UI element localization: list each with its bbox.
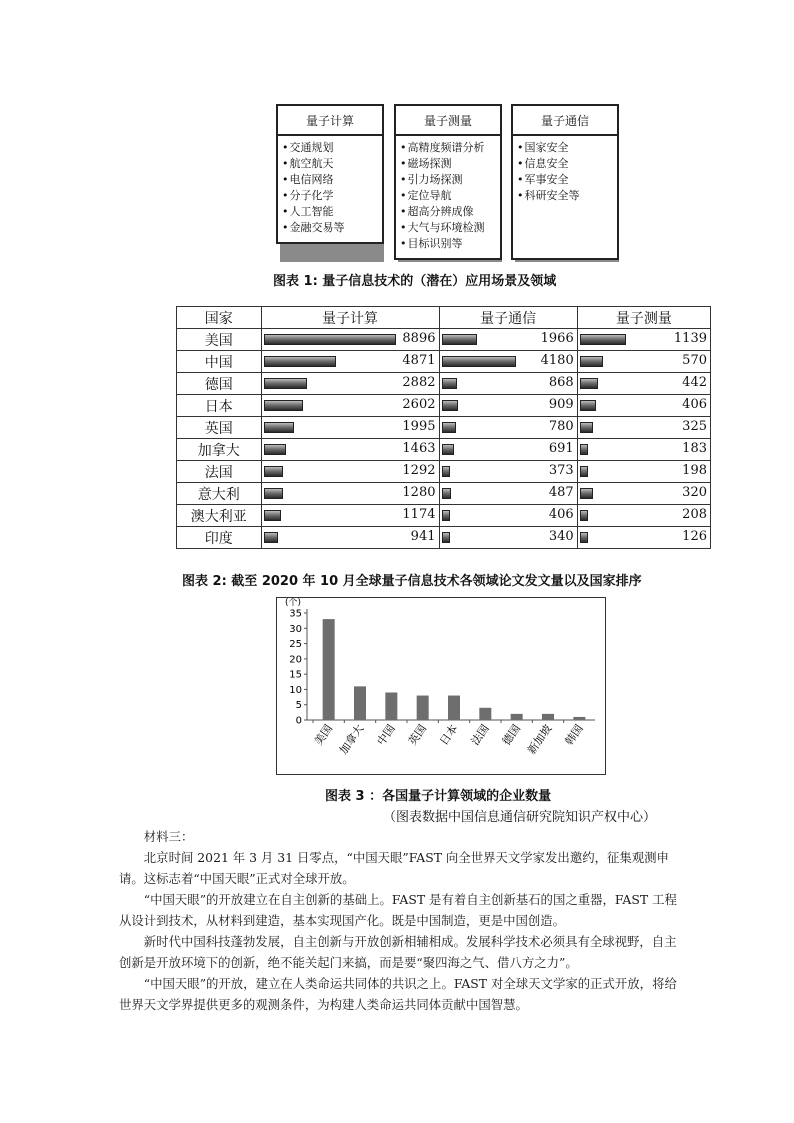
- value-label: 320: [682, 485, 707, 500]
- y-tick-label: 0: [295, 715, 302, 727]
- computing-cell: [261, 461, 439, 483]
- value-bar: [442, 422, 456, 433]
- list-item: • 高精度频谱分析: [400, 140, 500, 156]
- list-item: • 超高分辨成像: [400, 204, 500, 220]
- value-label: 442: [682, 375, 707, 390]
- figure2-caption: 图表 2: 截至 2020 年 10 月全球量子信息技术各领域论文发文量以及国家排序: [182, 574, 642, 589]
- list-item: • 金融交易等: [282, 220, 382, 236]
- table-row: [177, 505, 711, 527]
- category-label: 韩国: [562, 722, 586, 748]
- value-label: 691: [548, 441, 574, 456]
- category-label: 英国: [405, 722, 430, 748]
- list-item: • 大气与环境检测: [400, 220, 500, 236]
- header-measurement: 量子测量: [577, 307, 710, 329]
- bar: [511, 714, 523, 720]
- value-label: 1174: [402, 507, 436, 522]
- value-bar: [264, 400, 303, 411]
- measurement-cell: [577, 461, 710, 483]
- y-tick-label: 25: [289, 639, 302, 651]
- header-computing: 量子计算: [261, 307, 439, 329]
- value-bar: [264, 378, 307, 389]
- computing-cell: [261, 329, 439, 351]
- communication-cell: [439, 417, 577, 439]
- paragraph: 北京时间 2021 年 3 月 31 日零点，“中国天眼”FAST 向全世界天文学家发出邀约，征集观测申请。这标志着“中国天眼”正式对全球开放。: [119, 850, 669, 886]
- list-item: • 电信网络: [282, 172, 382, 188]
- communication-cell: [439, 373, 577, 395]
- value-label: 1280: [402, 485, 436, 500]
- communication-cell: [439, 395, 577, 417]
- value-bar: [580, 444, 588, 455]
- y-tick-label: 20: [289, 654, 302, 666]
- value-bar: [580, 532, 588, 543]
- value-label: 1995: [402, 419, 436, 434]
- header-country: 国家: [177, 307, 262, 329]
- value-bar: [264, 488, 283, 499]
- table-row: [177, 417, 711, 439]
- computing-cell: [261, 351, 439, 373]
- chart-canvas: [277, 598, 604, 773]
- list-item: • 人工智能: [282, 204, 382, 220]
- value-bar: [442, 510, 450, 521]
- country-cell: 澳大利亚: [177, 505, 262, 527]
- communication-cell: [439, 527, 577, 549]
- measurement-cell: [577, 395, 710, 417]
- category-label: 加拿大: [336, 722, 367, 757]
- list-item: • 分子化学: [282, 188, 382, 204]
- value-label: 340: [548, 529, 574, 544]
- communication-cell: [439, 505, 577, 527]
- bar: [479, 708, 491, 720]
- country-cell: 英国: [177, 417, 262, 439]
- value-bar: [442, 532, 450, 543]
- value-label: 1139: [673, 331, 707, 346]
- box-quantum-measurement: [394, 104, 502, 260]
- value-label: 2882: [402, 375, 436, 390]
- list-item: • 交通规划: [282, 140, 382, 156]
- bar: [385, 692, 397, 720]
- country-cell: 德国: [177, 373, 262, 395]
- value-bar: [442, 334, 477, 345]
- value-label: 373: [548, 463, 574, 478]
- y-tick-label: 30: [289, 623, 302, 635]
- value-bar: [580, 422, 593, 433]
- value-label: 1966: [540, 331, 574, 346]
- category-label: 中国: [374, 722, 398, 748]
- unit-label: (个): [285, 598, 302, 608]
- measurement-cell: [577, 483, 710, 505]
- table-row: [177, 461, 711, 483]
- country-cell: 日本: [177, 395, 262, 417]
- computing-cell: [261, 395, 439, 417]
- category-label: 日本: [437, 722, 461, 748]
- value-bar: [264, 422, 294, 433]
- value-label: 406: [548, 507, 574, 522]
- communication-cell: [439, 439, 577, 461]
- paragraph: “中国天眼”的开放建立在自主创新的基础上。FAST 是有着自主创新基石的国之重器，FAST 工程从设计到技术，从材料到建造，基本实现国产化。既是中国制造，更是中国创造。: [119, 892, 677, 928]
- category-label: 法国: [468, 722, 492, 748]
- bar: [323, 619, 335, 720]
- measurement-cell: [577, 373, 710, 395]
- communication-cell: [439, 351, 577, 373]
- value-bar: [264, 356, 336, 367]
- box-quantum-communication: [511, 104, 619, 260]
- value-bar: [442, 466, 450, 477]
- list-item: • 引力场探测: [400, 172, 500, 188]
- value-label: 183: [682, 441, 707, 456]
- value-label: 8896: [402, 331, 436, 346]
- value-label: 4871: [402, 353, 436, 368]
- bar: [417, 696, 429, 720]
- list-item: • 目标识别等: [400, 236, 500, 252]
- computing-cell: [261, 505, 439, 527]
- category-label: 新加坡: [524, 722, 555, 757]
- measurement-cell: [577, 417, 710, 439]
- value-bar: [442, 444, 454, 455]
- table-row: [177, 329, 711, 351]
- table-row: [177, 395, 711, 417]
- country-cell: 加拿大: [177, 439, 262, 461]
- value-bar: [580, 334, 626, 345]
- value-bar: [580, 466, 588, 477]
- box-title: 量子测量: [396, 106, 500, 136]
- value-label: 4180: [540, 353, 574, 368]
- value-bar: [264, 510, 281, 521]
- table-row: [177, 373, 711, 395]
- box-quantum-computing: [276, 104, 384, 244]
- table-body: [177, 329, 711, 549]
- y-tick-label: 5: [295, 700, 302, 712]
- measurement-cell: [577, 527, 710, 549]
- value-bar: [442, 488, 451, 499]
- table-row: [177, 351, 711, 373]
- table-header-row: [177, 307, 711, 329]
- header-communication: 量子通信: [439, 307, 577, 329]
- category-label: 德国: [499, 722, 524, 748]
- value-bar: [580, 378, 598, 389]
- value-label: 208: [682, 507, 707, 522]
- bar: [542, 714, 554, 720]
- bar: [354, 686, 366, 720]
- y-tick-label: 15: [289, 669, 302, 681]
- value-bar: [442, 356, 516, 367]
- paragraph: 新时代中国科技蓬勃发展，自主创新与开放创新相辅相成。发展科学技术必须具有全球视野，自主创新是开放环境下的创新，绝不能关起门来搞，而是要“聚四海之气、借八方之力”。: [119, 934, 677, 970]
- country-cell: 法国: [177, 461, 262, 483]
- company-count-chart: [276, 597, 606, 775]
- value-label: 868: [548, 375, 574, 390]
- value-bar: [264, 532, 278, 543]
- country-cell: 中国: [177, 351, 262, 373]
- value-label: 1463: [402, 441, 436, 456]
- value-bar: [580, 510, 588, 521]
- computing-cell: [261, 373, 439, 395]
- value-label: 126: [682, 529, 707, 544]
- communication-cell: [439, 483, 577, 505]
- bar: [448, 696, 460, 720]
- value-label: 198: [682, 463, 707, 478]
- table-row: [177, 439, 711, 461]
- list-item: • 磁场探测: [400, 156, 500, 172]
- value-label: 1292: [402, 463, 436, 478]
- country-cell: 美国: [177, 329, 262, 351]
- value-bar: [264, 466, 283, 477]
- value-label: 487: [548, 485, 574, 500]
- box-title: 量子计算: [278, 106, 382, 136]
- figure1-caption: 图表 1: 量子信息技术的（潜在）应用场景及领域: [273, 274, 557, 289]
- list-item: • 国家安全: [517, 140, 617, 156]
- y-tick-label: 35: [289, 608, 302, 620]
- value-label: 570: [682, 353, 707, 368]
- bar: [573, 717, 585, 720]
- country-cell: 印度: [177, 527, 262, 549]
- table-row: [177, 527, 711, 549]
- measurement-cell: [577, 439, 710, 461]
- figure3-source: （图表数据中国信息通信研究院知识产权中心）: [383, 810, 657, 825]
- communication-cell: [439, 329, 577, 351]
- value-bar: [580, 488, 593, 499]
- measurement-cell: [577, 329, 710, 351]
- value-bar: [264, 334, 396, 345]
- country-cell: 意大利: [177, 483, 262, 505]
- value-bar: [580, 400, 596, 411]
- material-section: [119, 826, 679, 1015]
- value-bar: [264, 444, 286, 455]
- computing-cell: [261, 483, 439, 505]
- box-title: 量子通信: [513, 106, 617, 136]
- value-label: 941: [410, 529, 436, 544]
- material-heading: 材料三：: [143, 829, 194, 844]
- value-bar: [442, 400, 458, 411]
- value-label: 780: [548, 419, 574, 434]
- computing-cell: [261, 527, 439, 549]
- computing-cell: [261, 417, 439, 439]
- list-item: • 航空航天: [282, 156, 382, 172]
- list-item: • 军事安全: [517, 172, 617, 188]
- list-item: • 科研安全等: [517, 188, 617, 204]
- category-label: 美国: [311, 722, 336, 748]
- paper-count-table: [176, 306, 711, 549]
- table-row: [177, 483, 711, 505]
- list-item: • 定位导航: [400, 188, 500, 204]
- paragraph: “中国天眼”的开放，建立在人类命运共同体的共识之上。FAST 对全球天文学家的正式开放，将给世界天文学界提供更多的观测条件，为构建人类命运共同体贡献中国智慧。: [119, 976, 677, 1012]
- measurement-cell: [577, 505, 710, 527]
- value-label: 406: [682, 397, 707, 412]
- list-item: • 信息安全: [517, 156, 617, 172]
- value-label: 909: [548, 397, 574, 412]
- communication-cell: [439, 461, 577, 483]
- measurement-cell: [577, 351, 710, 373]
- y-tick-label: 10: [289, 684, 302, 696]
- figure3-caption: 图表 3 ：各国量子计算领域的企业数量: [325, 789, 552, 804]
- value-bar: [442, 378, 457, 389]
- computing-cell: [261, 439, 439, 461]
- value-bar: [580, 356, 603, 367]
- value-label: 2602: [402, 397, 436, 412]
- value-label: 325: [682, 419, 707, 434]
